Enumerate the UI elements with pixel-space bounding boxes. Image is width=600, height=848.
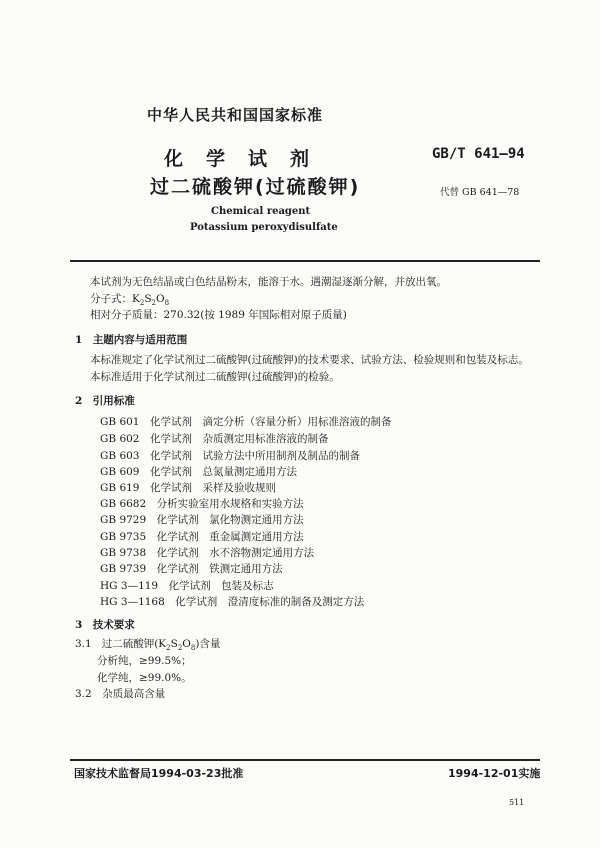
national-standard-title: 中华人民共和国国家标准: [147, 106, 324, 124]
formula-s: S: [144, 293, 152, 305]
formula-o: O: [156, 293, 165, 305]
molecular-formula: [90, 291, 169, 307]
reference-item: GB 9735 化学试剂 重金属测定通用方法: [100, 531, 304, 543]
reference-item: GB 9739 化学试剂 铁测定通用方法: [100, 563, 283, 575]
effective-date: 1994-12-01实施: [448, 767, 541, 780]
reference-item: HG 3—119 化学试剂 包装及标志: [100, 580, 274, 592]
document-title-line1: 化 学 试 剂: [164, 148, 312, 170]
english-title-line1: Chemical reagent: [211, 206, 311, 217]
formula-label: 分子式：: [90, 293, 132, 305]
grade-chemical: 化学纯，≥99.0%。: [97, 672, 192, 684]
intro-description: 本试剂为无色结晶或白色结晶粉末，能溶于水。遇潮湿逐渐分解，并放出氧。: [90, 276, 447, 288]
footer-rule: [70, 759, 540, 761]
reference-item: GB 603 化学试剂 试验方法中所用制剂及制品的制备: [100, 450, 360, 462]
clause-3-1-s: S: [170, 638, 178, 650]
reference-item: GB 6682 分析实验室用水规格和实验方法: [100, 498, 304, 510]
grade-analytical: 分析纯，≥99.5%；: [97, 655, 192, 667]
formula-s-subscript: 2: [151, 299, 156, 308]
standard-code: GB/T 641—94: [432, 146, 525, 162]
section2-heading: 2 引用标准: [75, 395, 135, 407]
reference-item: GB 9738 化学试剂 水不溶物测定通用方法: [100, 547, 315, 559]
reference-item: HG 3—1168 化学试剂 澄清度标准的制备及测定方法: [100, 596, 365, 608]
clause-3-1: [75, 636, 220, 652]
reference-item: GB 601 化学试剂 滴定分析（容量分析）用标准溶液的制备: [100, 416, 392, 428]
section1-heading: 1 主题内容与适用范围: [75, 334, 188, 346]
section1-line: 本标准适用于化学试剂过二硫酸钾(过硫酸钾)的检验。: [90, 371, 340, 383]
approval-date: 国家技术监督局1994-03-23批准: [74, 767, 244, 780]
document-title-line2: 过二硫酸钾(过硫酸钾): [150, 176, 361, 198]
formula-k-subscript: 2: [139, 299, 145, 308]
replaces-note: 代替 GB 641—78: [440, 187, 520, 198]
clause-3-1-sub-o: 8: [190, 644, 196, 653]
clause-3-1-o: O: [182, 638, 191, 650]
reference-item: GB 9729 化学试剂 氯化物测定通用方法: [100, 514, 304, 526]
clause-3-2: 3.2 杂质最高含量: [75, 688, 166, 700]
reference-item: GB 619 化学试剂 采样及验收规则: [100, 482, 276, 494]
clause-3-1-sub-k: 2: [166, 644, 171, 653]
reference-item: GB 609 化学试剂 总氮量测定通用方法: [100, 466, 297, 478]
clause-3-1-sub-s: 2: [177, 644, 183, 653]
formula-k: K: [132, 293, 140, 305]
english-title-line2: Potassium peroxydisulfate: [190, 222, 338, 233]
formula-o-subscript: 8: [164, 299, 170, 308]
header-rule: [70, 260, 540, 262]
clause-3-1-text-end: )含量: [195, 638, 221, 650]
clause-3-1-number: 3.1: [75, 638, 92, 650]
relative-molecular-mass: 相对分子质量：270.32(按 1989 年国际相对原子质量): [90, 309, 347, 321]
reference-item: GB 602 化学试剂 杂质测定用标准溶液的制备: [100, 433, 329, 445]
clause-3-1-text-start: 过二硫酸钾(K: [101, 638, 167, 650]
section3-heading: 3 技术要求: [75, 619, 135, 631]
section1-line: 本标准规定了化学试剂过二硫酸钾(过硫酸钾)的技术要求、试验方法、检验规则和包装及标志。: [90, 354, 529, 366]
page-number: 511: [509, 798, 525, 807]
